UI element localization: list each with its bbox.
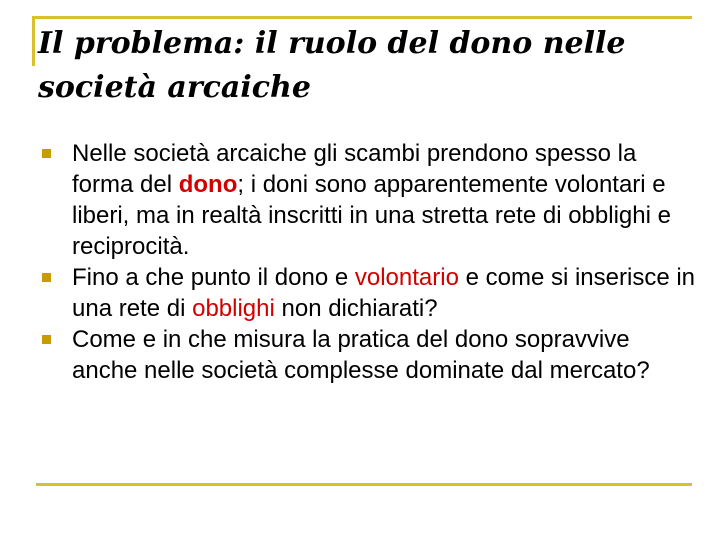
bullet-item-3 [0, 324, 720, 386]
bullet-2-text-end: non dichiarati? [274, 295, 438, 322]
bullet-1-emphasis: dono [178, 171, 238, 198]
bullet-2-text-start: Fino a che punto il dono e [72, 264, 355, 291]
bullet-2-emphasis-volontario: volontario [354, 264, 459, 291]
bullet-1-text-end: ; i doni sono apparentemente volontari e liberi, ma in realtà inscritti in una stretta rete di obblighi e reciprocità. [72, 171, 671, 260]
square-bullet-icon [42, 335, 51, 344]
bullet-3-text: Come e in che misura la pratica del dono sopravvive anche nelle società complesse dominate dal mercato? [72, 326, 650, 384]
bullet-item-1 [0, 138, 720, 262]
bullet-2-emphasis-obblighi: obblighi [192, 295, 275, 322]
bullet-item-2 [0, 262, 720, 324]
frame-bottom-rule [36, 483, 692, 486]
bullet-2-text-middle: e come si inserisce in una rete di [72, 264, 696, 322]
frame-left-rule [32, 16, 35, 66]
square-bullet-icon [42, 149, 51, 158]
slide-title: Il problema: il ruolo del dono nelle società arcaiche [38, 26, 626, 105]
frame-top-rule [32, 16, 692, 19]
bullet-list [0, 138, 720, 386]
bullet-1-text-start: Nelle società arcaiche gli scambi prendono spesso la forma del [72, 140, 637, 198]
square-bullet-icon [42, 273, 51, 282]
